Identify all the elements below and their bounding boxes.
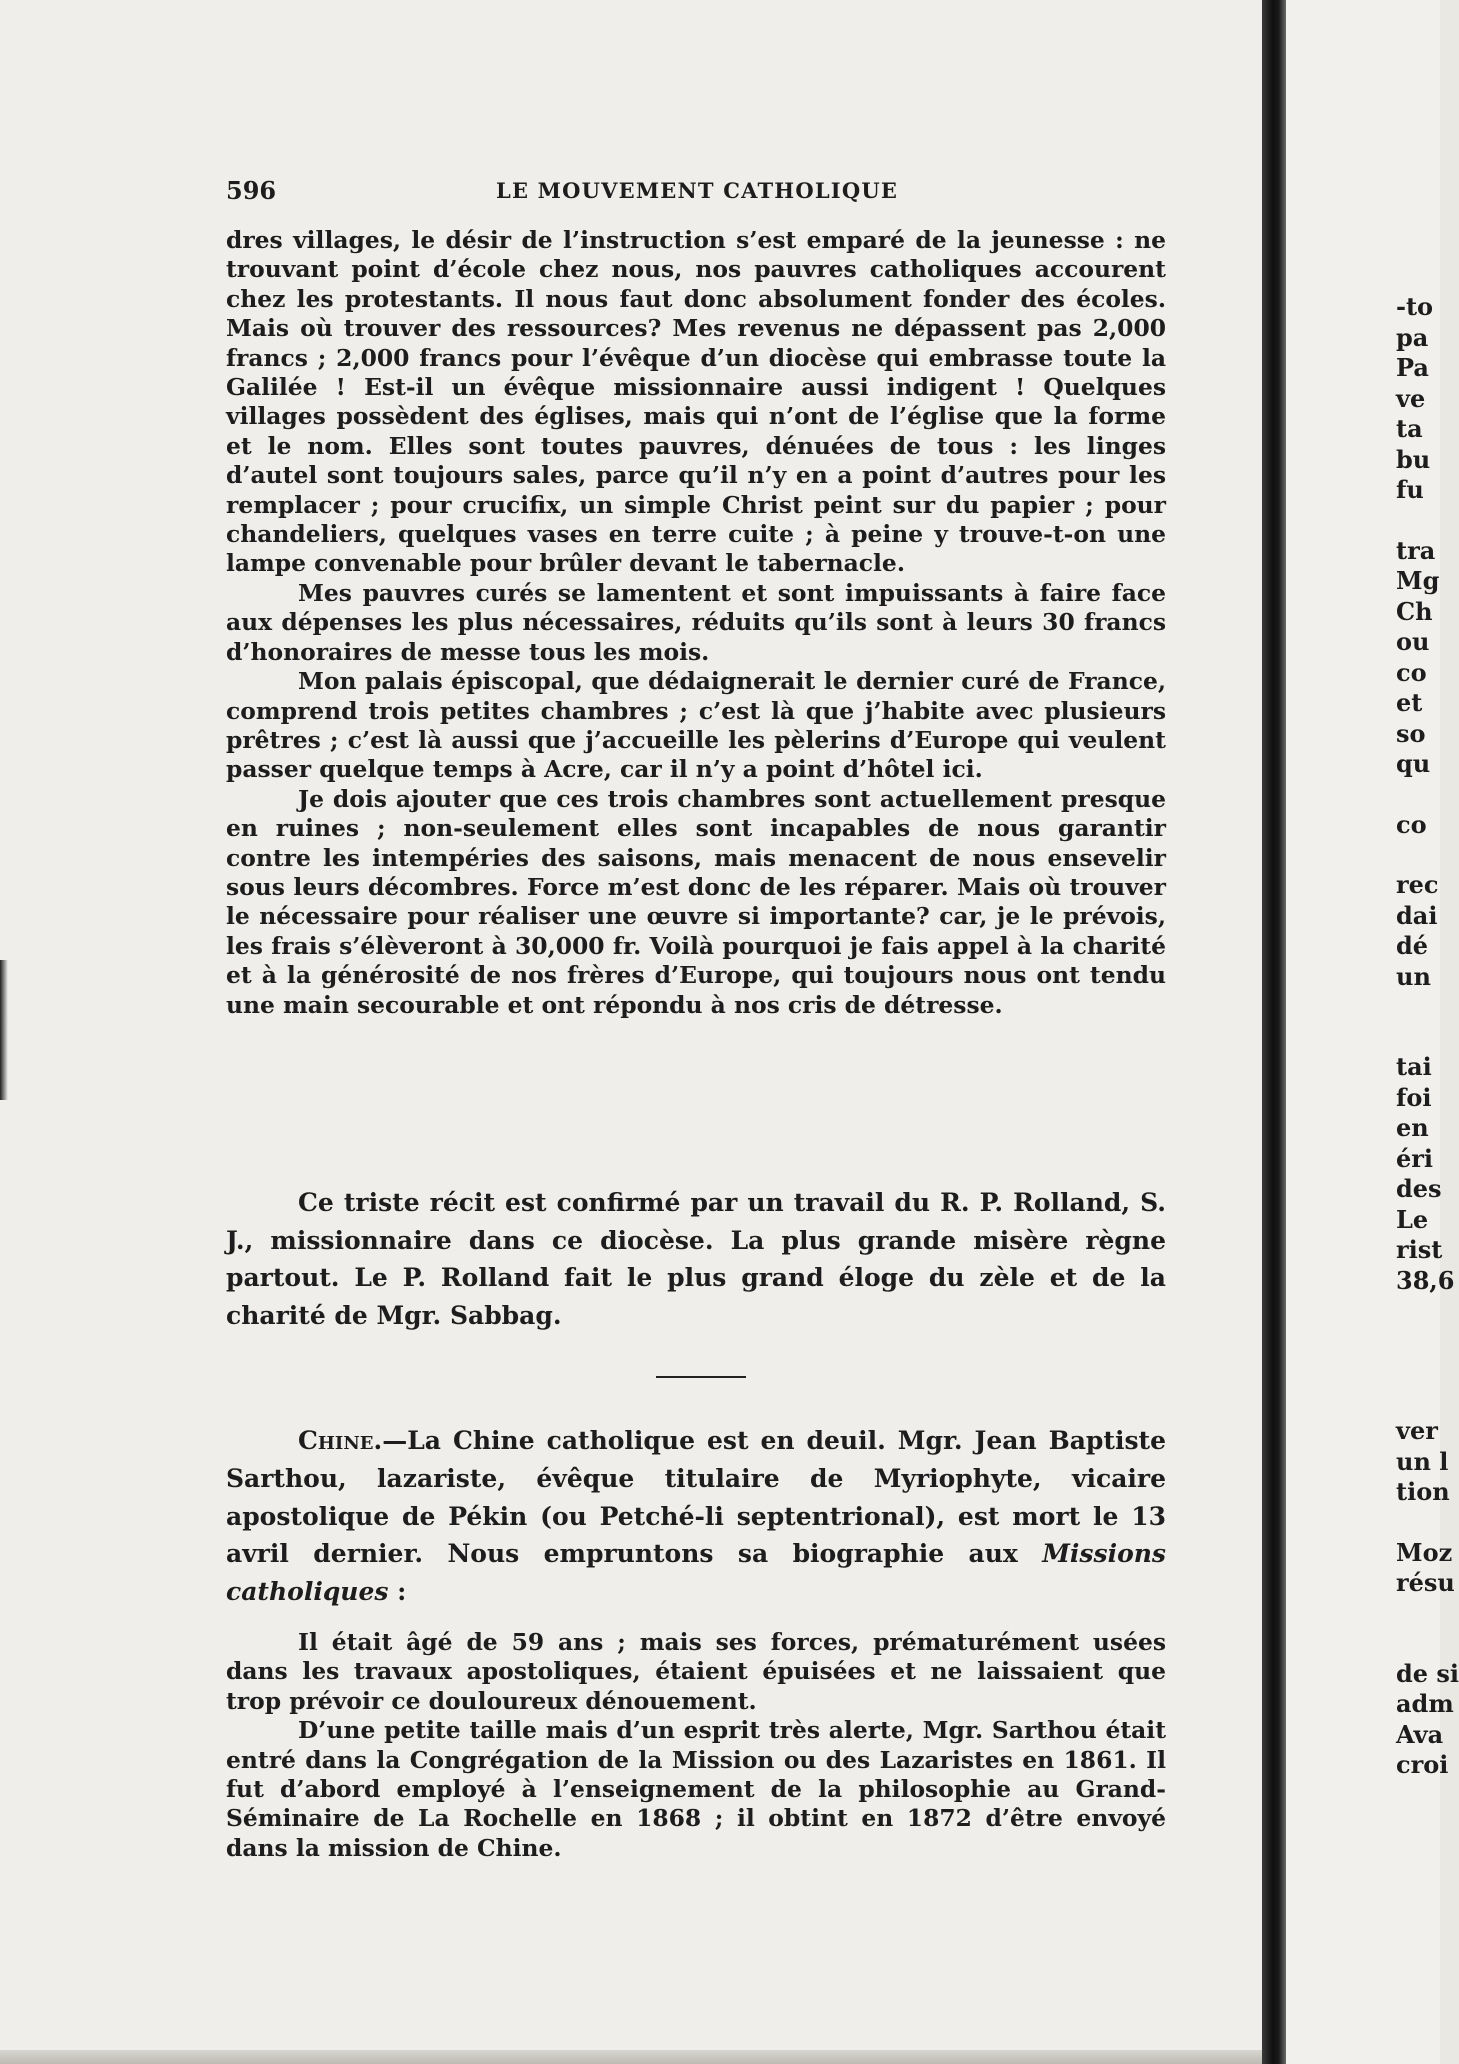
letter-paragraph-1: dres villages, le désir de l’instruction s’est emparé de la jeunesse : ne trouvant point d’école chez nous, nos pauvres catholiques accourent chez les protestants. Il nous faut donc absolument fonder des écoles. Mais où trouver des ressources? Mes revenus ne dépassent pas 2,000 francs ; 2,000 francs pour l’évêque d’un diocèse qui embrasse toute la Galilée ! Est-il un évêque missionnaire aussi indigent ! Quelques villages possèdent des églises, mais qui n’ont de l’église que la forme et le nom. Elles sont toutes pauvres, dénuées de tous : les linges d’autel sont toujours sales, parce qu’il n’y en a point d’autres pour les remplacer ; pour crucifix, un simple Christ peint sur du papier ; pour chandeliers, quelques vases en terre cuite ; à peine y trouve-t-on une lampe convenable pour brûler devant le tabernacle. (226, 226, 1166, 578)
chine-quote-paragraph-2: D’une petite taille mais d’un esprit très alerte, Mgr. Sarthou était entré dans la Congrégation de la Mission ou des Lazaristes en 1861. Il fut d’abord employé à l’enseignement de la philosophie au Grand-Séminaire de La Rochelle en 1868 ; il obtint en 1872 d’être envoyé dans la mission de Chine. (226, 1716, 1166, 1862)
facing-page-fragment: croi (1396, 1750, 1449, 1779)
facing-page-fragment: -to (1396, 292, 1434, 321)
chine-lead: Chine. (298, 1426, 383, 1455)
page-bottom-edge (0, 2050, 1262, 2064)
facing-page-fragment: qu (1396, 749, 1431, 778)
page-number: 596 (226, 176, 277, 205)
facing-page-fragment: tai (1396, 1052, 1432, 1081)
facing-page-fragment: rec (1396, 870, 1439, 899)
letter-paragraph-2: Mes pauvres curés se lamentent et sont impuissants à faire face aux dépenses les plus nécessaires, réduits qu’ils sont à leurs 30 francs d’honoraires de messe tous les mois. (226, 578, 1166, 666)
facing-page-fragment: co (1396, 809, 1427, 839)
facing-page-fragment: un (1396, 961, 1431, 991)
facing-page-fragment: en (1396, 1113, 1429, 1142)
facing-page-fragment: un l (1396, 1446, 1449, 1476)
facing-page-fragment: ver (1396, 1416, 1438, 1445)
section-divider (656, 1376, 746, 1378)
facing-page-fragment: so (1396, 718, 1426, 748)
facing-page-fragment: Ava (1396, 1719, 1444, 1749)
facing-page-fragment: pa (1396, 322, 1429, 352)
chine-paragraph (226, 1422, 1166, 1611)
facing-page-fragment: dé (1396, 931, 1429, 960)
facing-page-fragment: ta (1396, 414, 1423, 443)
chine-quotation (226, 1628, 1166, 1863)
facing-page-fragment: co (1396, 657, 1427, 687)
chine-quote-paragraph-1: Il était âgé de 59 ans ; mais ses forces, prématurément usées dans les travaux apostoliques, étaient épuisées et ne laissaient que trop prévoir ce douloureux dénouement. (226, 1628, 1166, 1715)
facing-page-fragment: éri (1396, 1143, 1434, 1173)
book-gutter (1262, 0, 1286, 2064)
page-edge-shadow (0, 960, 8, 1100)
facing-page-fragment: Pa (1396, 353, 1429, 382)
chine-tail: : (388, 1577, 407, 1607)
facing-page-fragment: rist (1396, 1235, 1443, 1264)
facing-page-fragment: 38,6 (1396, 1265, 1455, 1295)
facing-page-fragment: Moz (1396, 1537, 1453, 1567)
facing-page-fragment: bu (1396, 444, 1431, 474)
facing-page-fragment: de si (1396, 1658, 1459, 1688)
facing-page-fragment: tion (1396, 1477, 1450, 1506)
letter-quotation (226, 226, 1166, 1020)
facing-page-fragment: Le (1396, 1204, 1429, 1234)
narrative-paragraph: Ce triste récit est confirmé par un travail du R. P. Rolland, S. J., missionnaire dans ce diocèse. La plus grande misère règne partout. Le P. Rolland fait le plus grand éloge du zèle et de la charité de Mgr. Sabbag. (226, 1188, 1166, 1330)
facing-page-fragment: dai (1396, 900, 1438, 930)
facing-page-fragment: et (1396, 688, 1423, 717)
facing-page-fragment: ve (1396, 383, 1426, 413)
chine-text: —La Chine catholique est en deuil. Mgr. Jean Baptiste Sarthou, lazariste, évêque titulaire de Myriophyte, vicaire apostolique de Pékin (ou Petché-li septentrional), est mort le 13 avril dernier. Nous empruntons sa biographie aux (226, 1426, 1166, 1569)
running-title: LE MOUVEMENT CATHOLIQUE (496, 178, 899, 203)
letter-paragraph-4: Je dois ajouter que ces trois chambres sont actuellement presque en ruines ; non-seulement elles sont incapables de nous garantir contre les intempéries des saisons, mais menacent de nous ensevelir sous leurs décombres. Force m’est donc de les réparer. Mais où trouver le nécessaire pour réaliser une œuvre si importante? car, je le prévois, les frais s’élèveront à 30,000 fr. Voilà pourquoi je fais appel à la charité et à la générosité de nos frères d’Europe, qui toujours nous ont tendu une main secourable et ont répondu à nos cris de détresse. (226, 784, 1166, 1019)
facing-page-fragment: ou (1396, 627, 1430, 656)
facing-page-fragment: Mg (1396, 566, 1440, 595)
facing-page-fragment: tra (1396, 535, 1436, 565)
facing-page-fragment: Ch (1396, 596, 1433, 626)
facing-page-fragment: résu (1396, 1568, 1455, 1597)
facing-page-fragment: adm (1396, 1689, 1454, 1718)
page-header (226, 176, 1166, 212)
facing-page-fragment: des (1396, 1174, 1442, 1203)
letter-paragraph-3: Mon palais épiscopal, que dédaignerait le dernier curé de France, comprend trois petites chambres ; c’est là que j’habite avec plusieurs prêtres ; c’est là aussi que j’accueille les pèlerins d’Europe qui veulent passer quelque temps à Acre, car il n’y a point d’hôtel ici. (226, 667, 1166, 784)
chine-italic-title: Missions catholiques (226, 1539, 1166, 1607)
facing-page-fragment: fu (1396, 475, 1424, 504)
facing-page-fragment: foi (1396, 1082, 1432, 1112)
